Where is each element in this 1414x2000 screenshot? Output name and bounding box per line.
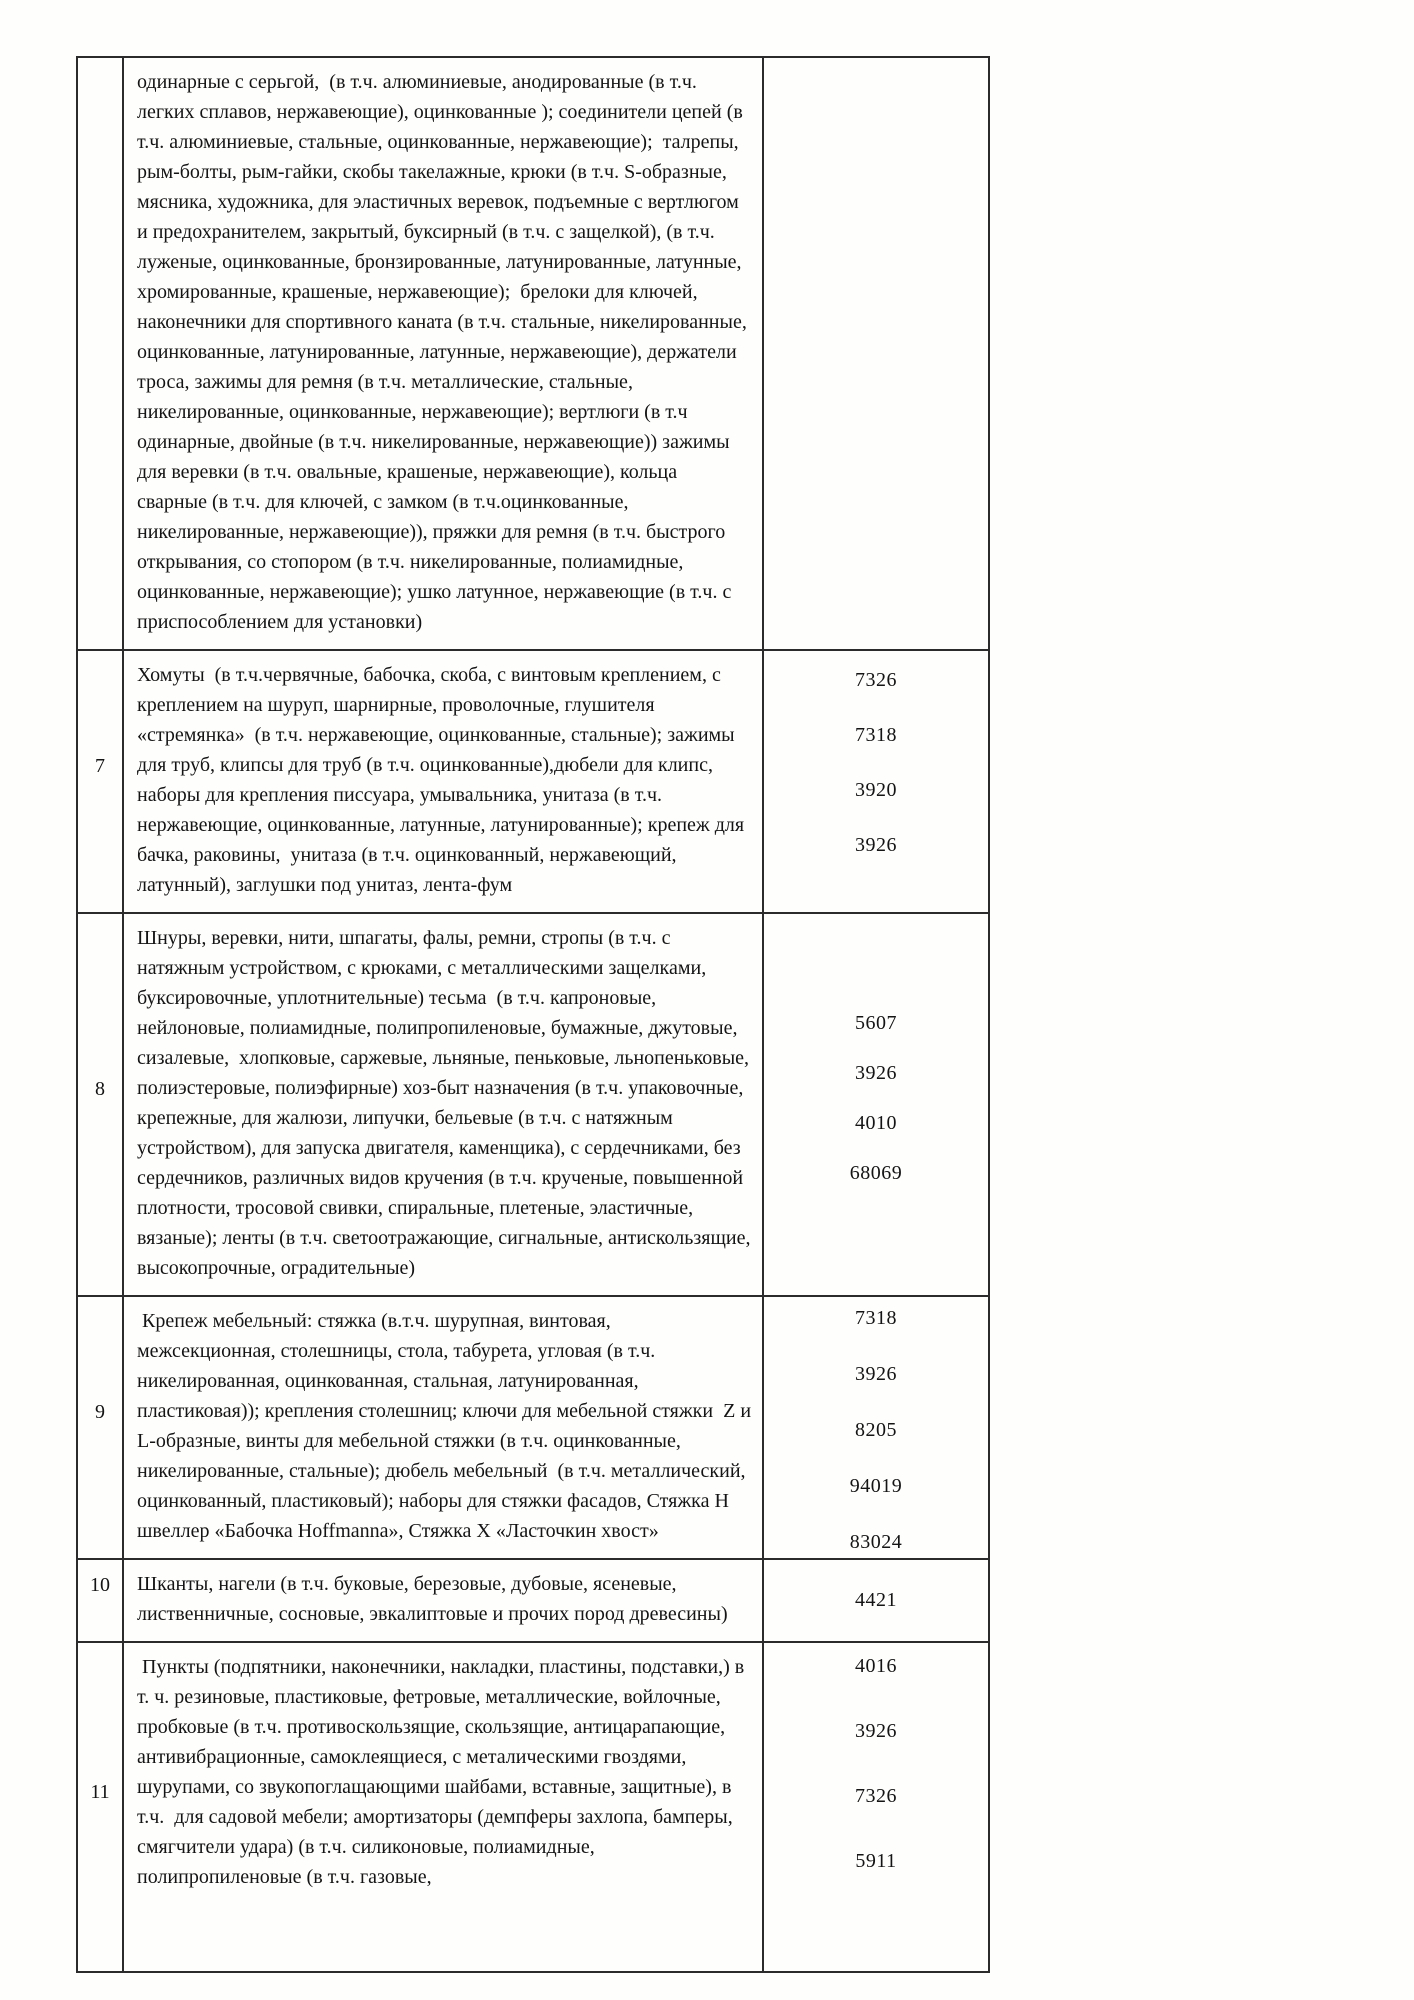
code-value: 3926: [855, 834, 897, 856]
codes-list: [764, 1560, 988, 1641]
code-value: 7326: [855, 1785, 897, 1807]
row-description: Хомуты (в т.ч.червячные, бабочка, скоба, с винтовым креплением, с креплением на шуруп, шарнирные, проволочные, глушителя «стремянка» (в т.ч. нержавеющие, оцинкованные, стальные); зажимы для труб, клипсы для труб (в т.ч. оцинкованные),дюбели для клипс, наборы для крепления писсуара, умывальника, унитаза (в т.ч. нержавеющие, оцинкованные, латунные, латунированные); крепеж для бачка, раковины, унитаза (в т.ч. оцинкованный, нержавеющий, латунный), заглушки под унитаз, лента-фум: [123, 650, 763, 913]
code-value: 7318: [855, 1307, 897, 1329]
code-value: 5911: [855, 1850, 897, 1872]
row-description: Пункты (подпятники, наконечники, накладки, пластины, подставки,) в т. ч. резиновые, пластиковые, фетровые, металлические, войлочные, пробковые (в т.ч. противоскользящие, скользящие, антицарапающие, антивибрационные, самоклеящиеся, с металическими гвоздями, шурупами, со звукопоглащающими шайбами, вставные, защитные), в т.ч. для садовой мебели; амортизаторы (демпферы захлопа, бамперы, смягчители удара) (в т.ч. силиконовые, полиамидные, полипропиленовые (в т.ч. газовые,: [123, 1642, 763, 1972]
codes-list: [764, 58, 988, 649]
row-description: одинарные с серьгой, (в т.ч. алюминиевые, анодированные (в т.ч. легких сплавов, нержавеющие), оцинкованные ); соединители цепей (в т.ч. алюминиевые, стальные, оцинкованные, нержавеющие); талрепы, рым-болты, рым-гайки, скобы такелажные, крюки (в т.ч. S-образные, мясника, художника, для эластичных веревок, подъемные с вертлюгом и предохранителем, закрытый, буксирный (в т.ч. с защелкой), (в т.ч. луженые, оцинкованные, бронзированные, латунированные, латунные, хромированные, крашеные, нержавеющие); брелоки для ключей, наконечники для спортивного каната (в т.ч. стальные, никелированные, оцинкованные, латунированные, латунные, нержавеющие), держатели троса, зажимы для ремня (в т.ч. металлические, стальные, никелированные, оцинкованные, нержавеющие); вертлюги (в т.ч одинарные, двойные (в т.ч. никелированные, нержавеющие)) зажимы для веревки (в т.ч. овальные, крашеные, нержавеющие), кольца сварные (в т.ч. для ключей, с замком (в т.ч.оцинкованные, никелированные, нержавеющие)), пряжки для ремня (в т.ч. быстрого открывания, со стопором (в т.ч. никелированные, полиамидные, оцинкованные, нержавеющие); ушко латунное, нержавеющие (в т.ч. с приспособлением для установки): [123, 57, 763, 650]
row-codes: [763, 1642, 989, 1972]
code-value: 3926: [855, 1720, 897, 1742]
code-value: 4421: [855, 1589, 897, 1611]
table-row: [77, 650, 989, 913]
table-row: [77, 913, 989, 1296]
code-value: 7326: [855, 669, 897, 691]
row-description: Шнуры, веревки, нити, шпагаты, фалы, ремни, стропы (в т.ч. с натяжным устройством, с крюками, с металлическими защелками, буксировочные, уплотнительные) тесьма (в т.ч. капроновые, нейлоновые, полиамидные, полипропиленовые, бумажные, джутовые, сизалевые, хлопковые, саржевые, льняные, пеньковые, льнопеньковые, полиэстеровые, полиэфирные) хоз-быт назначения (в т.ч. упаковочные, крепежные, для жалюзи, липучки, бельевые (в т.ч. с натяжным устройством), для запуска двигателя, каменщика), с сердечниками, без сердечников, различных видов кручения (в т.ч. крученые, повышенной плотности, тросовой свивки, спиральные, плетеные, эластичные, вязаные); ленты (в т.ч. светоотражающие, сигнальные, антискользящие, высокопрочные, оградительные): [123, 913, 763, 1296]
items-table: [76, 56, 990, 1973]
code-value: 68069: [849, 1162, 903, 1184]
row-codes: [763, 1296, 989, 1559]
codes-list: [764, 651, 988, 912]
code-value: 4016: [855, 1655, 897, 1677]
row-codes: [763, 650, 989, 913]
row-codes: [763, 57, 989, 650]
codes-list: [764, 1297, 988, 1558]
table-row: [77, 1296, 989, 1559]
code-value: 83024: [849, 1531, 903, 1553]
items-table-body: [77, 57, 989, 1972]
row-number: 7: [77, 650, 123, 913]
table-row: [77, 1642, 989, 1972]
codes-list: [764, 914, 988, 1295]
row-number: [77, 57, 123, 650]
code-value: 3920: [855, 779, 897, 801]
row-number: 8: [77, 913, 123, 1296]
code-value: 94019: [849, 1475, 903, 1497]
code-value: 3926: [855, 1363, 897, 1385]
row-codes: [763, 1559, 989, 1642]
row-number: 9: [77, 1296, 123, 1559]
row-number: 10: [77, 1559, 123, 1642]
table-row: [77, 1559, 989, 1642]
codes-list: [764, 1643, 988, 1971]
table-row: [77, 57, 989, 650]
row-number: 11: [77, 1642, 123, 1972]
code-value: 8205: [855, 1419, 897, 1441]
code-value: 4010: [855, 1112, 897, 1134]
row-description: Крепеж мебельный: стяжка (в.т.ч. шурупная, винтовая, межсекционная, столешницы, стола, табурета, угловая (в т.ч. никелированная, оцинкованная, стальная, латунированная, пластиковая)); крепления столешниц; ключи для мебельной стяжки Z и L-образные, винты для мебельной стяжки (в т.ч. оцинкованные, никелированные, стальные); дюбель мебельный (в т.ч. металлический, оцинкованный, пластиковый); наборы для стяжки фасадов, Стяжка Н швеллер «Бабочка Hoffmanna», Стяжка Х «Ласточкин хвост»: [123, 1296, 763, 1559]
row-codes: [763, 913, 989, 1296]
code-value: 7318: [855, 724, 897, 746]
code-value: 5607: [855, 1012, 897, 1034]
row-description: Шканты, нагели (в т.ч. буковые, березовые, дубовые, ясеневые, лиственничные, сосновые, эвкалиптовые и прочих пород древесины): [123, 1559, 763, 1642]
code-value: 3926: [855, 1062, 897, 1084]
